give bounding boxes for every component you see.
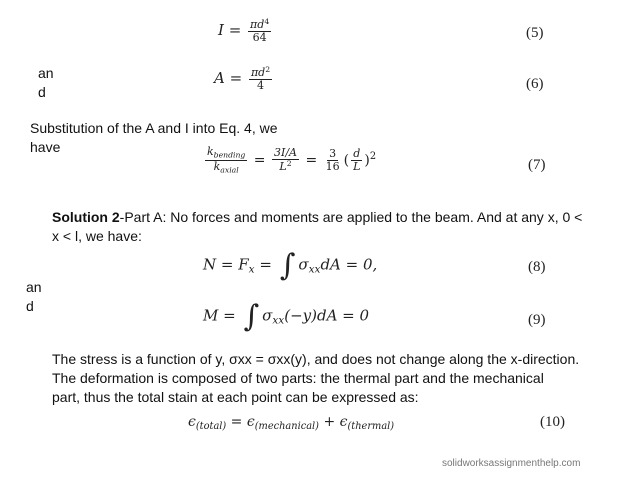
eq8-lhs-subscript: x (248, 263, 255, 276)
eq9-sigma: σ (262, 306, 273, 325)
eq9-integral-icon: ∫ (243, 299, 260, 334)
equation-8 (203, 248, 377, 283)
solution-2-line-2: x < l, we have: (52, 228, 142, 244)
and-fragment-1-a: an (38, 65, 54, 81)
stress-line-2: The deformation is composed of two parts: the thermal part and the mechanical (52, 370, 544, 386)
eq7-l: L (353, 159, 361, 173)
eq5-denominator: 64 (252, 31, 267, 45)
eq6-fraction (249, 66, 272, 92)
eq8-sigma-subscript: xx (308, 263, 321, 276)
solution-2-label: Solution 2 (52, 209, 120, 225)
eq10-number: (10) (540, 414, 565, 430)
solution-2-line-1-text: -Part A: No forces and moments are applied to the beam. And at any x, 0 < (119, 209, 583, 225)
and-fragment-2-a: an (26, 279, 42, 295)
eq7-middle-exponent: 2 (286, 159, 292, 169)
eq8-number: (8) (528, 259, 546, 275)
eq6-numerator: πd (250, 66, 266, 80)
eq8-lhs: N = F (203, 255, 249, 274)
eq7-coefficient-fraction (324, 148, 342, 173)
eq10-total-subscript: (total) (195, 420, 227, 432)
eq5-lhs: I (218, 21, 224, 40)
eq7-coefficient-numerator: 3 (329, 146, 337, 160)
footer-watermark: solidworksassignmenthelp.com (442, 458, 581, 469)
equation-6: A = $\frac{\pi d^2}{4}$ (214, 65, 271, 93)
eq7-coefficient-denominator: 16 (325, 159, 340, 173)
substitution-line-2: have (30, 139, 61, 155)
and-fragment-2-b: d (26, 298, 34, 314)
eq5-fraction (248, 18, 271, 44)
eq10-mechanical-subscript: (mechanical) (254, 420, 319, 432)
eq7-bending-subscript: bending (213, 150, 246, 160)
and-fragment-1-b: d (38, 84, 46, 100)
solution-2-line-1 (52, 208, 582, 227)
eq5-number: (5) (526, 25, 544, 41)
eq7-square-exponent: 2 (369, 150, 377, 162)
equation-7: $\frac{k_{bending}}{k_{axial}}$ = $\frac{3I/A}{L^2}$ = $\frac{3}{16}$ ( $\frac{d}{L}$ )$^2$ (207, 145, 377, 175)
equation-10: $\epsilon_{(total)} = \epsilon_{(mechanical)} + \epsilon_{(thermal)}$ (188, 414, 395, 432)
eq7-d-over-l (351, 148, 362, 173)
substitution-line-1: Substitution of the A and I into Eq. 4, we (30, 120, 278, 136)
equation-5: I = $\frac{\pi d^4}{64}$ (218, 17, 270, 45)
eq7-middle-numerator: 3I/A (274, 146, 297, 160)
eq7-d: d (353, 146, 361, 160)
eq8-equals: = (259, 255, 272, 274)
stress-line-3: part, thus the total stain at each point can be expressed as: (52, 389, 419, 405)
eq9-lhs: M = (203, 306, 236, 325)
eq7-k-top: k (207, 145, 214, 158)
eq7-middle-fraction (272, 147, 299, 173)
eq7-middle-denominator: L (279, 160, 287, 174)
eq6-number: (6) (526, 76, 544, 92)
eq6-lhs: A (214, 69, 225, 88)
eq6-denominator: 4 (257, 79, 265, 93)
eq7-k-bottom: k (213, 159, 221, 173)
eq5-numerator: πd (250, 18, 265, 32)
equation-9 (203, 299, 369, 334)
eq10-eps-total: ϵ (188, 414, 196, 430)
eq9-rest: (−y)dA = 0 (284, 306, 370, 325)
eq7-ratio-fraction (205, 146, 247, 175)
eq9-number: (9) (528, 312, 546, 328)
eq6-numerator-exponent: 2 (265, 65, 271, 74)
eq7-number: (7) (528, 157, 546, 173)
eq10-thermal-subscript: (thermal) (347, 420, 395, 432)
eq8-integral-icon: ∫ (279, 248, 296, 283)
eq9-sigma-subscript: xx (272, 314, 285, 327)
eq10-eps-thermal: ϵ (339, 414, 348, 430)
eq7-axial-subscript: axial (220, 165, 239, 175)
stress-line-1: The stress is a function of y, σxx = σxx(y), and does not change along the x-direction. (52, 351, 580, 367)
eq10-eps-mechanical: ϵ (246, 414, 255, 430)
eq5-numerator-exponent: 4 (264, 17, 270, 26)
eq8-sigma: σ (298, 255, 309, 274)
eq8-rest: dA = 0, (320, 255, 378, 274)
